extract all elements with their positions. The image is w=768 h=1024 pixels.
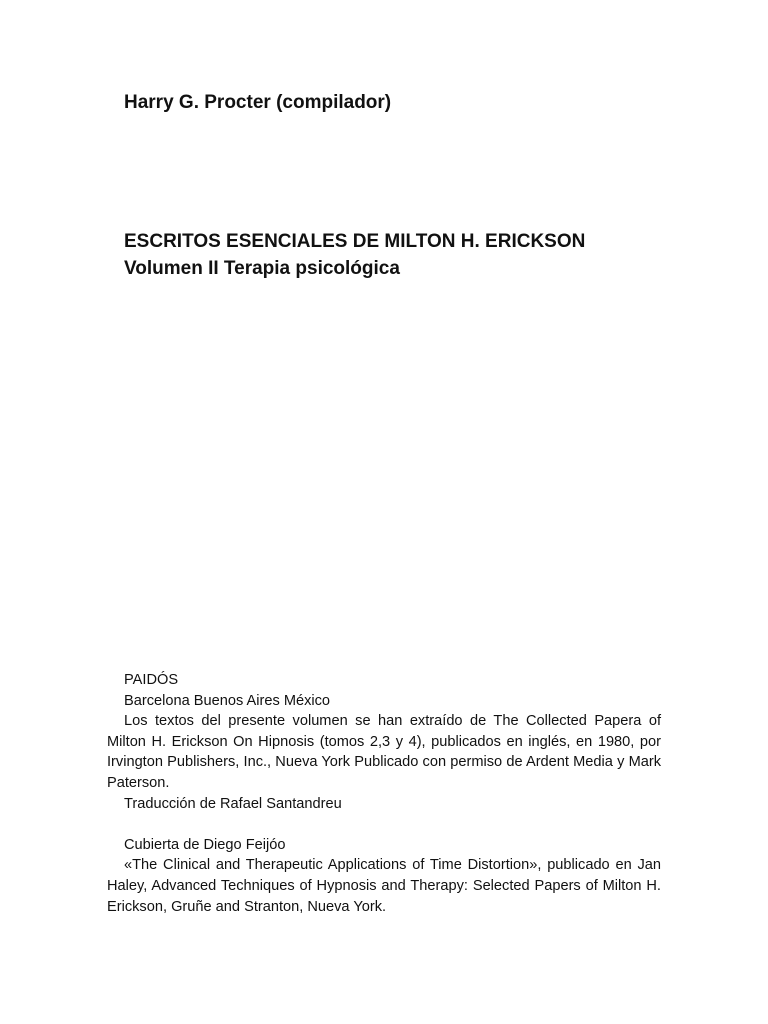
spacer	[107, 814, 661, 835]
credits-section	[107, 670, 661, 917]
publisher-name: PAIDÓS	[124, 672, 179, 688]
chapter-source-note: «The Clinical and Therapeutic Applications of Time Distortion», publicado en Jan Haley, Advanced Techniques of Hypnosis and Therapy: Selected Papers of Milton H. Erickson, Gruñe and Stranton, Nueva York.	[107, 857, 661, 915]
book-title	[124, 228, 585, 282]
book-title-main: ESCRITOS ESENCIALES DE MILTON H. ERICKSON	[124, 231, 586, 252]
cover-credit: Cubierta de Diego Feijóo	[124, 836, 286, 853]
publisher-cities: Barcelona Buenos Aires México	[124, 692, 331, 709]
author-name: Harry G. Procter (compilador)	[124, 92, 392, 113]
translation-credit: Traducción de Rafael Santandreu	[124, 795, 342, 812]
book-title-volume: Volumen II Terapia psicológica	[124, 258, 400, 279]
source-note: Los textos del presente volumen se han extraído de The Collected Papera of Milton H. Erickson On Hipnosis (tomos 2,3 y 4), publicados en inglés, en 1980, por Irvington Publishers, Inc., Nueva York Publicado con permiso de Ardent Media y Mark Paterson.	[107, 713, 661, 791]
